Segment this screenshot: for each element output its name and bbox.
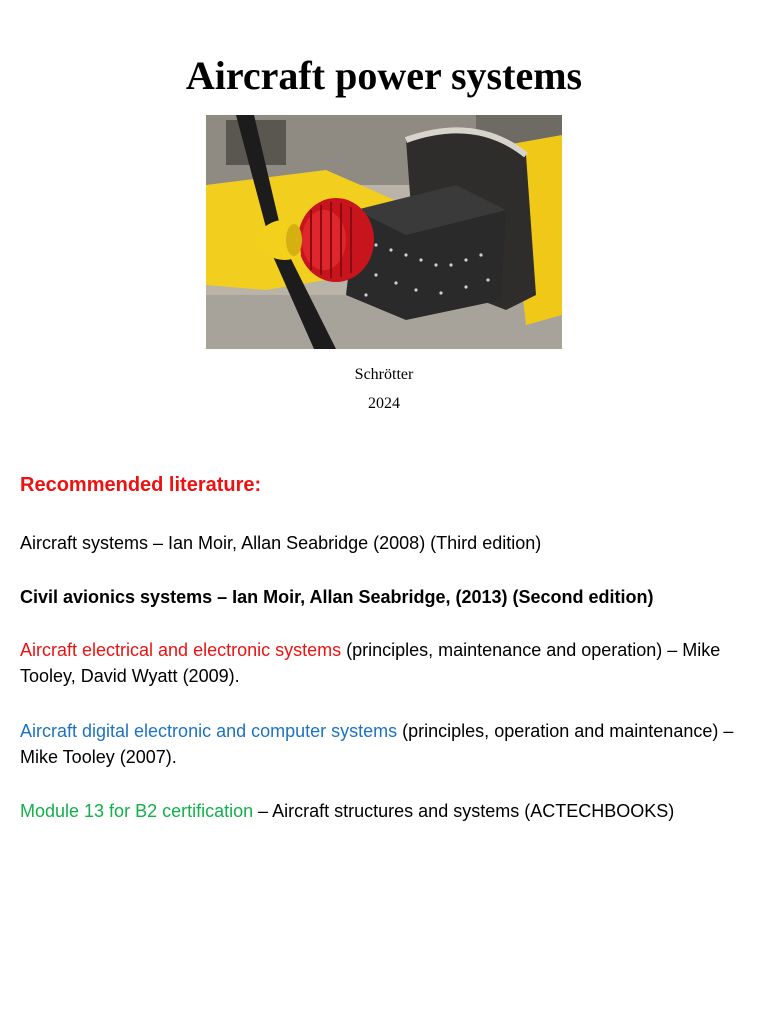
reference-5-title: Module 13 for B2 certification (20, 801, 254, 821)
reference-4 (20, 718, 755, 770)
aircraft-engine-illustration (206, 115, 562, 349)
reference-5-details: – Aircraft structures and systems (ACTECHBOOKS) (253, 801, 675, 821)
aircraft-engine-photo (206, 115, 562, 349)
reference-4-title: Aircraft digital electronic and computer systems (20, 721, 398, 741)
reference-2-text: Civil avionics systems – Ian Moir, Allan Seabridge, (2013) (Second edition) (20, 587, 654, 607)
reference-3-title: Aircraft electrical and electronic systems (20, 640, 342, 660)
reference-5 (20, 798, 755, 824)
publication-year: 2024 (368, 395, 400, 412)
author-name: Schrötter (354, 366, 414, 383)
page-title: Aircraft power systems (185, 53, 583, 98)
reference-1-text: Aircraft systems – Ian Moir, Allan Seabridge (2008) (Third edition) (20, 533, 542, 553)
reference-3 (20, 637, 755, 689)
reference-3-details: (principles, maintenance and operation) – Mike Tooley, David Wyatt (2009). (20, 640, 721, 686)
reference-2 (20, 584, 755, 610)
reference-4-details: (principles, operation and maintenance) – Mike Tooley (2007). (20, 721, 734, 767)
literature-heading: Recommended literature: (20, 474, 262, 496)
reference-1 (20, 530, 755, 556)
